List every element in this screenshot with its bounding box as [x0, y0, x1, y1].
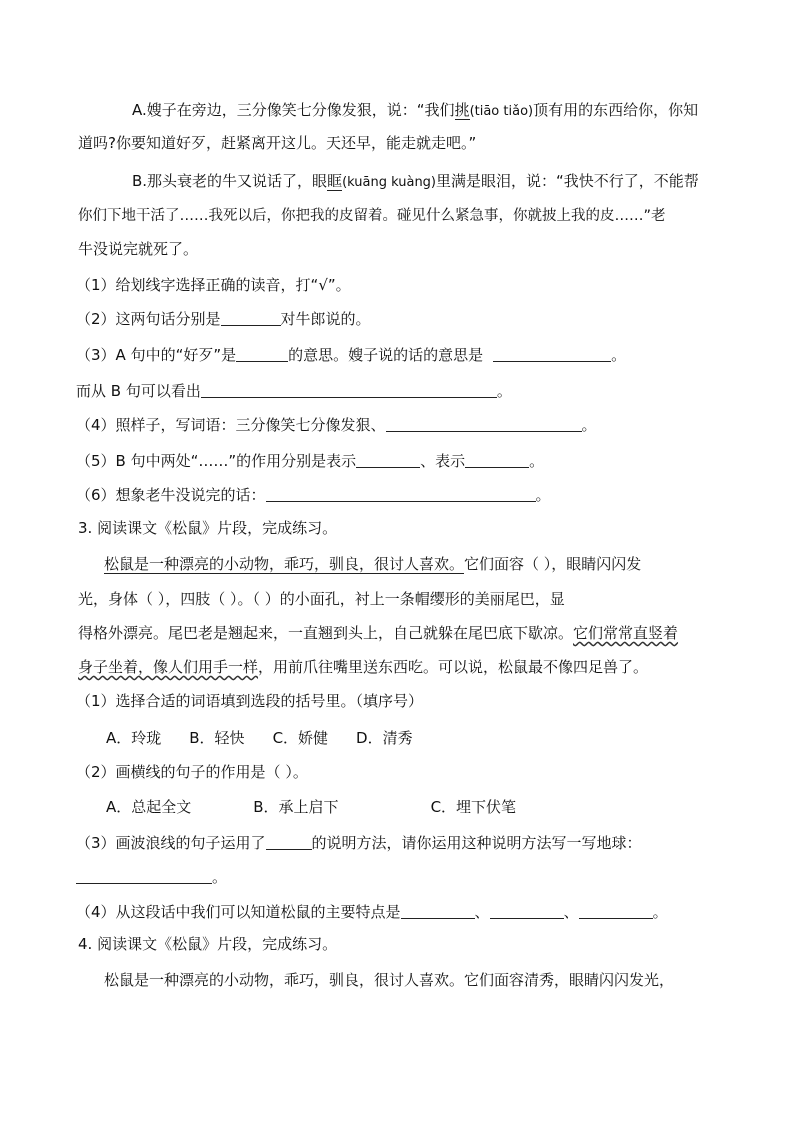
separator: 、: [563, 903, 579, 921]
section-3-heading: 3. 阅读课文《松鼠》片段，完成练习。: [78, 519, 338, 537]
passage-a-underlined-char: 挑: [454, 101, 470, 119]
passage-b-text-cont: 里满是眼泪，说：“我快不行了，不能帮: [436, 172, 699, 190]
answer-blank[interactable]: [266, 831, 312, 850]
question-6-text: （6）想象老牛没说完的话：: [76, 486, 266, 504]
answer-blank[interactable]: [236, 343, 288, 362]
section-3-para-text: ，用前爪往嘴里送东西吃。可以说，松鼠最不像四足兽了。: [258, 658, 649, 676]
question-3-period: 。: [611, 346, 627, 364]
section-3-question-3-text: （3）画波浪线的句子运用了: [76, 834, 266, 852]
section-3-question-4-period: 。: [652, 903, 668, 921]
section-3-para-text: 得格外漂亮。尾巴老是翘起来，一直翘到头上，自己就躲在尾巴底下歇凉。: [78, 624, 574, 642]
section-3-question-3-period: 。: [212, 868, 228, 886]
option-d[interactable]: D．清秀: [356, 729, 413, 747]
section-4-heading: 4. 阅读课文《松鼠》片段，完成练习。: [78, 935, 338, 953]
section-3-para-text: 它们面容（ ），眼睛闪闪发: [464, 555, 642, 573]
passage-b-pinyin: (kuāng kuàng): [342, 175, 437, 190]
passage-b-underlined-char: 眶: [327, 172, 343, 190]
section-4-para-line-1: 松鼠是一种漂亮的小动物，乖巧，驯良，很讨人喜欢。它们面容清秀，眼睛闪闪发光，: [104, 971, 675, 989]
underlined-sentence: 松鼠是一种漂亮的小动物，乖巧，驯良，很讨人喜欢。: [104, 555, 465, 573]
section-3-question-3-text-cont: 的说明方法，请你运用这种说明方法写一写地球：: [311, 834, 642, 852]
section-3-question-3: [76, 830, 642, 856]
answer-blank[interactable]: [579, 900, 653, 919]
question-3-text-cont: 的意思。嫂子说的话的意思是: [288, 346, 484, 364]
option-c[interactable]: C．娇健: [272, 729, 329, 747]
question-5-text-cont: 、表示: [420, 452, 466, 470]
answer-blank[interactable]: [401, 900, 475, 919]
option-a[interactable]: A．总起全文: [106, 798, 192, 816]
section-3-question-3-answer: [76, 864, 227, 890]
passage-a-text: A.嫂子在旁边，三分像笑七分像发狠，说：“我们: [132, 101, 455, 119]
option-b[interactable]: B．承上启下: [253, 798, 339, 816]
question-3-cont: [76, 378, 512, 404]
question-1: （1）给划线字选择正确的读音，打“√”。: [76, 276, 351, 294]
passage-a-pinyin: (tiāo tiǎo): [469, 104, 534, 119]
answer-blank[interactable]: [386, 413, 582, 432]
question-4-period: 。: [581, 416, 597, 434]
answer-blank[interactable]: [76, 865, 212, 884]
answer-blank[interactable]: [266, 483, 536, 502]
answer-blank[interactable]: [221, 307, 281, 326]
section-3-question-1: （1）选择合适的词语填到选段的括号里。（填序号）: [76, 692, 424, 710]
question-3-cont-period: 。: [496, 382, 512, 400]
section-3-para-line-3: [78, 620, 678, 646]
question-3-text: （3）A 句中的“好歹”是: [76, 346, 237, 364]
question-3: [76, 342, 626, 368]
answer-blank[interactable]: [493, 343, 611, 362]
separator: 、: [474, 903, 490, 921]
question-2-text: （2）这两句话分别是: [76, 310, 221, 328]
answer-blank[interactable]: [356, 449, 420, 468]
passage-b-text: B.那头衰老的牛又说话了，眼: [132, 172, 328, 190]
passage-b-line-2: 你们下地干活了……我死以后，你把我的皮留着。碰见什么紧急事，你就披上我的皮……”老: [78, 208, 666, 224]
section-3-para-line-4: [78, 654, 648, 680]
answer-blank[interactable]: [201, 379, 497, 398]
question-4: [76, 412, 597, 438]
passage-b-line-1: [132, 168, 699, 194]
question-3-cont-text: 而从 B 句可以看出: [76, 382, 201, 400]
wavy-underlined-sentence-cont: 身子坐着，像人们用手一样: [78, 658, 259, 676]
passage-a-line-1: [132, 97, 698, 123]
question-2-text-cont: 对牛郎说的。: [280, 310, 371, 328]
question-6: [76, 482, 551, 508]
question-5-text: （5）B 句中两处“……”的作用分别是表示: [76, 452, 357, 470]
section-3-options-2: [106, 794, 516, 820]
option-c[interactable]: C．埋下伏笔: [430, 798, 517, 816]
question-5: [76, 448, 544, 474]
section-3-options-1: [106, 725, 413, 751]
section-3-question-2: （2）画横线的句子的作用是（ ）。: [76, 763, 308, 781]
passage-b-line-3: 牛没说完就死了。: [78, 240, 199, 258]
option-b[interactable]: B．轻快: [189, 729, 245, 747]
section-3-para-line-1: [104, 551, 641, 577]
question-6-period: 。: [535, 486, 551, 504]
option-a[interactable]: A．玲珑: [106, 729, 162, 747]
wavy-underlined-sentence: 它们常常直竖着: [573, 624, 679, 642]
section-3-question-4-text: （4）从这段话中我们可以知道松鼠的主要特点是: [76, 903, 401, 921]
passage-a-line-2: 道吗?你要知道好歹，赶紧离开这儿。天还早，能走就走吧。”: [78, 134, 477, 152]
section-3-para-line-2: 光，身体（ ），四肢（ ）。（ ）的小面孔，衬上一条帽缨形的美丽尾巴，显: [78, 590, 565, 608]
answer-blank[interactable]: [465, 449, 529, 468]
question-5-period: 。: [529, 452, 545, 470]
answer-blank[interactable]: [490, 900, 564, 919]
section-3-question-4: [76, 899, 668, 925]
passage-a-text-cont: 顶有用的东西给你，你知: [533, 101, 699, 119]
question-4-text: （4）照样子，写词语：三分像笑七分像发狠、: [76, 416, 386, 434]
question-2: [76, 306, 371, 332]
